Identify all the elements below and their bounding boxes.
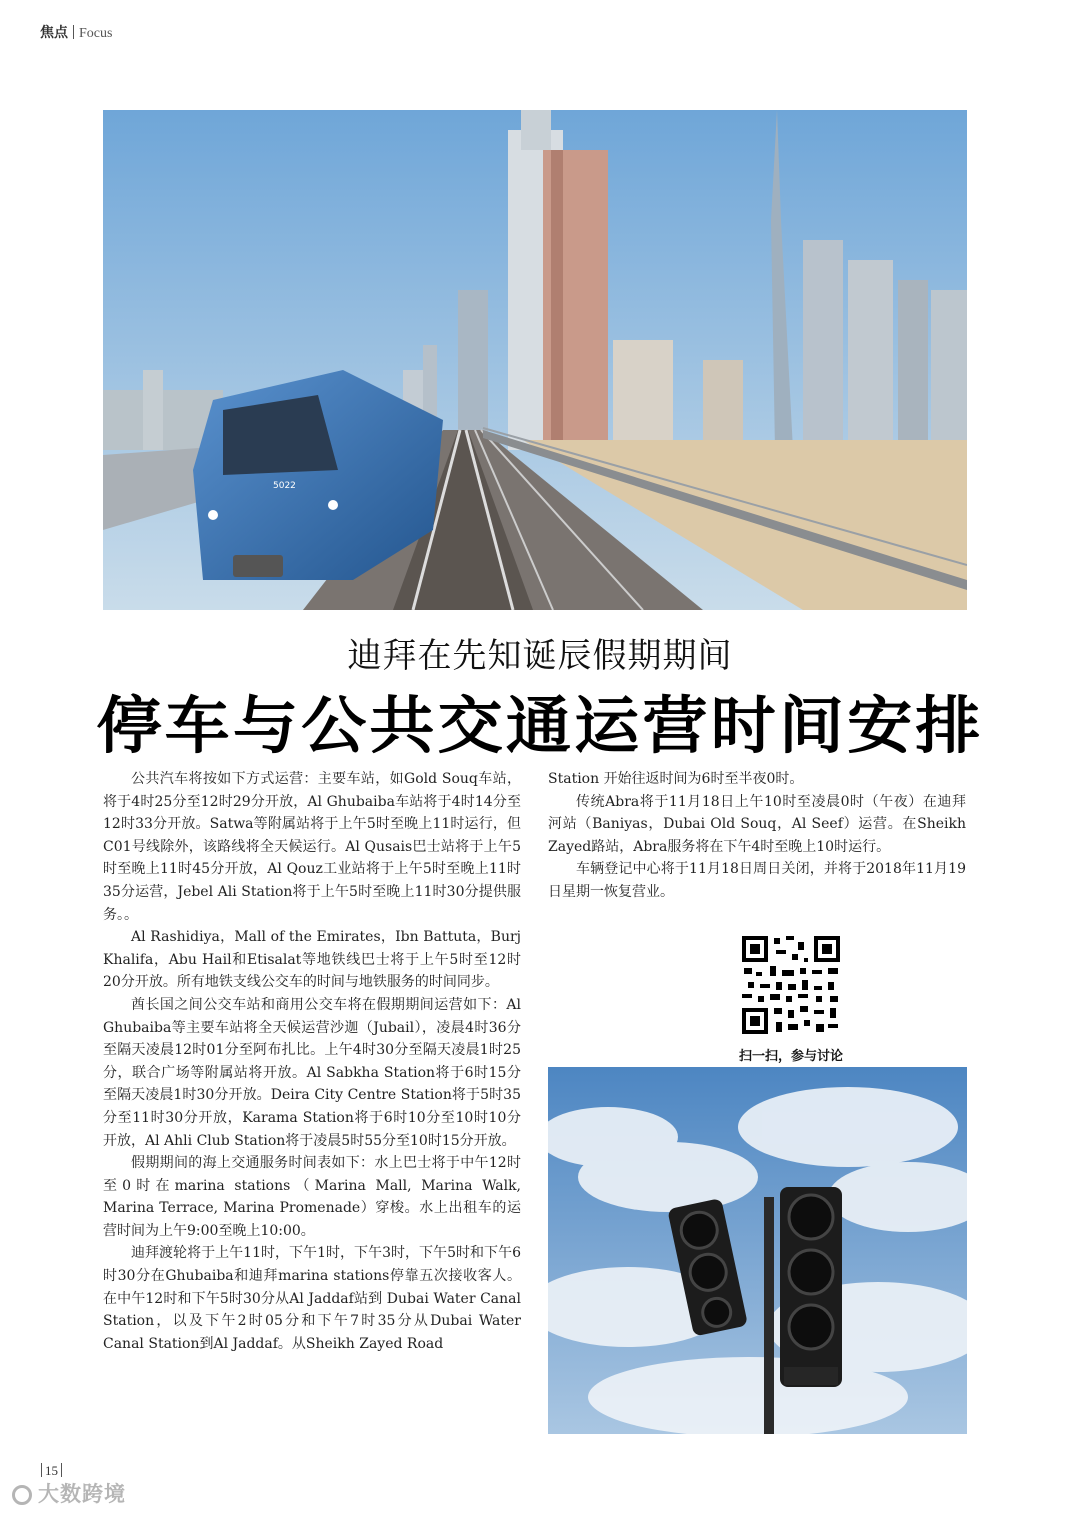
article-column-right	[548, 768, 966, 904]
paragraph: 假期期间的海上交通服务时间表如下：水上巴士将于中午12时至0时在marina stations（Marina Mall, Marina Walk, Marina Terrace, Marina Promenade）穿梭。水上出租车的运营时间为上午9:00至晚上10:00。	[103, 1155, 521, 1239]
paragraph: 传统Abra将于11月18日上午10时至凌晨0时（午夜）在迪拜河站（Baniyas，Dubai Old Souq，Al Seef）运营。在Sheikh Zayed路站，Abra服务将在下午4时至晚上10时运行。	[548, 793, 966, 855]
qr-caption: 扫一扫，参与讨论	[738, 1049, 843, 1064]
watermark-logo-icon	[12, 1485, 32, 1505]
header-divider	[73, 25, 74, 39]
section-header	[40, 22, 112, 42]
page-number	[38, 1463, 65, 1479]
paragraph: 酋长国之间公交车站和商用公交车将在假期期间运营如下：Al Ghubaiba等主要车站将全天候运营沙迦（Jubail），凌晨4时36分至隔天凌晨12时01分至阿布扎比。上午4时30分至隔天凌晨1时25分，联合广场等附属站将开放。Al Sabkha Station将于6时15分至隔天凌晨1时30分开放。Deira City Centre Station将于5时35分至11时30分开放，Karama Station将于6时10分至10时10分开放，Al Ahli Club Station将于凌晨5时55分至10时15分开放。	[103, 996, 521, 1149]
hero-photo-metro	[103, 110, 967, 610]
article-column-left	[103, 768, 521, 1355]
paragraph: 公共汽车将按如下方式运营：主要车站，如Gold Souq车站，将于4时25分至12时29分开放，Al Ghubaiba车站将于4时14分至12时33分开放。Satwa等附属站将于上午5时至晚上11时运行，但C01号线除外，该路线将全天候运行。Al Qusais巴士站将于上午5时至晚上11时45分开放，Al Qouz工业站将于上午5时至晚上11时35分运营，Jebel Ali Station将于上午5时至晚上11时30分提供服务。。	[103, 771, 521, 923]
paragraph-continuation: Station 开始往返时间为6时至半夜0时。	[548, 771, 804, 787]
traffic-light-photo	[548, 1067, 967, 1434]
paragraph: Al Rashidiya，Mall of the Emirates，Ibn Battuta，Burj Khalifa，Abu Hail和Etisalat等地铁线巴士将于上午5时至12时20分开放。所有地铁支线公交车的时间与地铁服务的时间同步。	[103, 929, 521, 991]
train-number: 5022	[273, 481, 296, 491]
section-label-zh: 焦点	[40, 25, 68, 41]
paragraph: 迪拜渡轮将于上午11时，下午1时，下午3时，下午5时和下午6时30分在Ghubaiba和迪拜marina stations停靠五次接收客人。在中午12时和下午5时30分从Al Jaddaf站到 Dubai Water Canal Station，以及下午2时05分和下午7时35分从Dubai Water Canal Station到Al Jaddaf。从Sheikh Zayed Road	[103, 1245, 521, 1352]
page-number-text: 15	[45, 1463, 58, 1478]
watermark	[12, 1478, 126, 1508]
qr-code[interactable]	[740, 934, 842, 1036]
article-title: 停车与公共交通运营时间安排	[96, 689, 984, 762]
section-label-en: Focus	[79, 26, 113, 41]
article-subtitle: 迪拜在先知诞辰假期期间	[347, 636, 733, 676]
watermark-text: 大数跨境	[38, 1482, 126, 1506]
paragraph: 车辆登记中心将于11月18日周日关闭，并将于2018年11月19日星期一恢复营业。	[548, 861, 966, 900]
